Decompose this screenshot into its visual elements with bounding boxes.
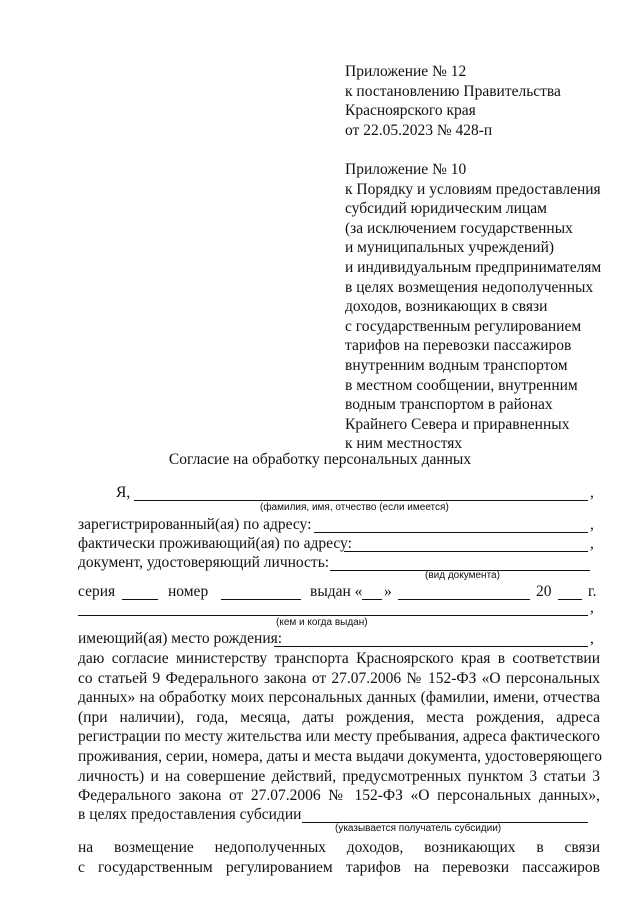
appendix12-line: Приложение № 12: [345, 63, 467, 80]
appendix10-line: субсидий юридическим лицам: [345, 200, 547, 218]
consent-paragraph: [78, 649, 603, 806]
appendix-header: [345, 62, 630, 454]
appendix10-line: в целях возмещения недополученных: [345, 278, 594, 296]
subsidy-label: в целях предоставления субсидии: [78, 806, 302, 823]
birthplace-label: имеющий(ая) место рождения:: [78, 630, 283, 647]
document-type-field[interactable]: [330, 556, 590, 571]
appendix10-line: к Порядку и условиям предоставления: [345, 180, 601, 198]
number-label: номер: [168, 583, 209, 600]
consent-tail: [78, 838, 600, 877]
appendix12-line: от 22.05.2023 № 428-п: [345, 121, 493, 139]
document-label: документ, удостоверяющий личность:: [78, 554, 330, 571]
consent-line: проживания, серии, номера, даты и места выдачи документа, удостоверяющего: [78, 747, 603, 765]
appendix10-line: с государственным регулированием: [345, 317, 582, 335]
series-label: серия: [78, 583, 116, 600]
actual-row: [78, 535, 600, 555]
appendix10-line: внутренним водным транспортом: [345, 356, 568, 374]
registered-label: зарегистрированный(ая) по адресу:: [78, 516, 312, 533]
actual-address-field[interactable]: [344, 537, 588, 552]
appendix12-line: к постановлению Правительства: [345, 82, 561, 100]
comma: ,: [590, 599, 594, 616]
issue-month-field[interactable]: [398, 585, 530, 600]
fio-field[interactable]: [134, 486, 588, 501]
appendix10-line: (за исключением государственных: [345, 219, 573, 237]
appendix10-line: тарифов на перевозки пассажиров: [345, 337, 572, 355]
document-title: Согласие на обработку персональных данных: [168, 451, 472, 468]
doc-type-caption: (вид документа): [425, 570, 500, 581]
issued-close: »: [384, 583, 392, 600]
appendix10-line: в местном сообщении, внутренним: [345, 376, 578, 394]
year-suffix: г.: [588, 583, 597, 600]
consent-line: данных» на обработку моих персональных данных (фамилии, имени, отчества: [78, 689, 600, 707]
appendix10-line: к ним местностях: [345, 435, 463, 453]
consent-line: даю согласие министерству транспорта Красноярского края в соответствии: [78, 650, 600, 667]
birthplace-row: [78, 630, 600, 650]
issuer-caption: (кем и когда выдан): [276, 617, 368, 628]
consent-line: личность) и на совершение действий, предусмотренных пунктом 3 статьи 3: [78, 767, 600, 785]
consent-tail-line: на возмещение недополученных доходов, возникающих в связи: [78, 839, 600, 856]
consent-line: (при наличии), года, месяца, даты рождения, места рождения, адреса: [78, 708, 600, 726]
recipient-caption: (указывается получатель субсидии): [335, 823, 502, 834]
appendix10-line: Приложение № 10: [345, 160, 467, 178]
comma: ,: [590, 630, 594, 647]
registered-address-field[interactable]: [314, 518, 588, 533]
issuer-row: [78, 599, 600, 619]
appendix10-line: доходов, возникающих в связи: [345, 298, 548, 316]
appendix10-line: и индивидуальным предпринимателям: [345, 258, 602, 276]
issued-label: выдан «: [310, 583, 363, 600]
appendix10-line: и муниципальных учреждений): [345, 239, 555, 257]
fio-caption: (фамилия, имя, отчество (если имеется): [260, 502, 449, 513]
issuer-field[interactable]: [78, 601, 588, 616]
year-prefix: 20: [536, 583, 552, 600]
fio-row: [78, 484, 600, 504]
actual-label: фактически проживающий(ая) по адресу:: [78, 535, 352, 552]
issue-day-field[interactable]: [362, 585, 382, 600]
consent-line: Федерального закона от 27.07.2006 № 152-ФЗ «О персональных данных»,: [78, 787, 600, 805]
comma: ,: [590, 484, 594, 501]
consent-line: со статьей 9 Федерального закона от 27.07.2006 № 152-ФЗ «О персональных: [78, 669, 600, 687]
number-field[interactable]: [221, 585, 301, 600]
document-row: [78, 554, 600, 574]
issue-year-field[interactable]: [558, 585, 582, 600]
birthplace-field[interactable]: [274, 632, 588, 647]
appendix10-line: водным транспортом в районах: [345, 396, 553, 414]
comma: ,: [590, 535, 594, 552]
comma: ,: [590, 516, 594, 533]
i-label: Я,: [116, 484, 131, 501]
consent-tail-line: с государственным регулированием тарифов на перевозки пассажиров: [78, 858, 600, 876]
registered-row: [78, 516, 600, 536]
appendix10-line: Крайнего Севера и приравненных: [345, 415, 570, 433]
consent-line: регистрации по месту жительства или месту пребывания, адреса фактического: [78, 728, 600, 746]
series-field[interactable]: [122, 585, 158, 600]
appendix12-line: Красноярского края: [345, 102, 476, 120]
subsidy-recipient-field[interactable]: [302, 808, 588, 823]
